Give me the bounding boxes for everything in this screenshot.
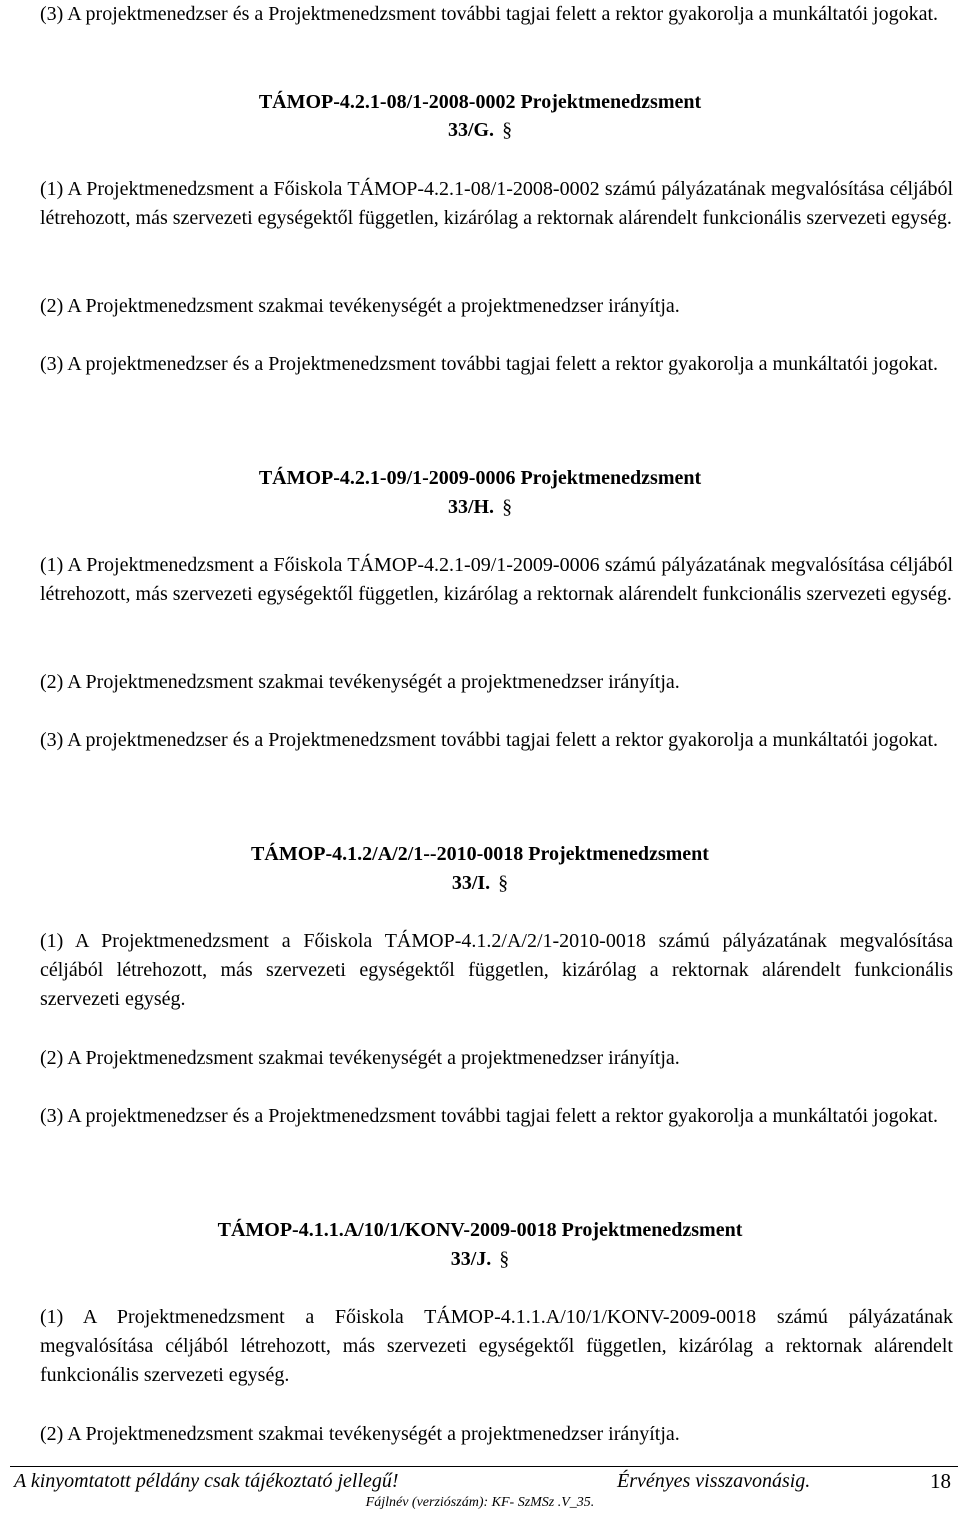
paragraph-1: (1) A Projektmenedzsment a Főiskola TÁMOP-4.1.2/A/2/1-2010-0018 számú pályázatának megvalósítása céljából létrehozott, más szervezeti egységektől független, kizárólag a rektornak alárendelt funkcionális szervezeti egység.	[40, 930, 953, 1010]
section-number: 33/H. §	[447, 496, 513, 518]
paragraph-2: (2) A Projektmenedzsment szakmai tevékenységét a projektmenedzser irányítja.	[40, 1423, 680, 1445]
paragraph-3: (3) A projektmenedzser és a Projektmenedzsment további tagjai felett a rektor gyakorolja a munkáltatói jogokat.	[40, 729, 939, 751]
footer-disclaimer: A kinyomtatott példány csak tájékoztató jellegű!	[14, 1470, 399, 1492]
section-sign-icon: §	[498, 872, 509, 894]
footer-filename: Fájlnév (verziószám): KF- SzMSz .V_35.	[365, 1495, 595, 1510]
footer-validity: Érvényes visszavonásig.	[617, 1470, 811, 1492]
paragraph-2: (2) A Projektmenedzsment szakmai tevékenységét a projektmenedzser irányítja.	[40, 1047, 680, 1069]
paragraph-3: (3) A projektmenedzser és a Projektmenedzsment további tagjai felett a rektor gyakorolja a munkáltatói jogokat.	[40, 353, 939, 375]
section-sign-icon: §	[502, 119, 513, 141]
section-heading: TÁMOP-4.2.1-09/1-2009-0006 Projektmenedzsment	[258, 467, 702, 489]
paragraph-2: (2) A Projektmenedzsment szakmai tevékenységét a projektmenedzser irányítja.	[40, 295, 680, 317]
section-number: 33/I. §	[451, 872, 509, 894]
paragraph-1: (1) A Projektmenedzsment a Főiskola TÁMOP-4.2.1-09/1-2009-0006 számú pályázatának megvalósítása céljából létrehozott, más szervezeti egységektől független, kizárólag a rektornak alárendelt funkcionális szervezeti egység.	[40, 554, 953, 605]
paragraph-3: (3) A projektmenedzser és a Projektmenedzsment további tagjai felett a rektor gyakorolja a munkáltatói jogokat.	[40, 3, 939, 25]
section-heading: TÁMOP-4.1.2/A/2/1--2010-0018 Projektmenedzsment	[251, 843, 709, 865]
paragraph-1: (1) A Projektmenedzsment a Főiskola TÁMOP-4.1.1.A/10/1/KONV-2009-0018 számú pályázatának megvalósítása céljából létrehozott, más szervezeti egységektől független, kizárólag a rektornak alárendelt funkcionális szervezeti egység.	[40, 1306, 953, 1386]
section-heading: TÁMOP-4.1.1.A/10/1/KONV-2009-0018 Projektmenedzsment	[217, 1219, 743, 1241]
section-sign-icon: §	[499, 1248, 510, 1270]
paragraph-1: (1) A Projektmenedzsment a Főiskola TÁMOP-4.2.1-08/1-2008-0002 számú pályázatának megvalósítása céljából létrehozott, más szervezeti egységektől független, kizárólag a rektornak alárendelt funkcionális szervezeti egység.	[40, 178, 953, 229]
section-sign-icon: §	[502, 496, 513, 518]
section-number: 33/G. §	[447, 119, 513, 141]
paragraph-2: (2) A Projektmenedzsment szakmai tevékenységét a projektmenedzser irányítja.	[40, 671, 680, 693]
paragraph-3: (3) A projektmenedzser és a Projektmenedzsment további tagjai felett a rektor gyakorolja a munkáltatói jogokat.	[40, 1105, 939, 1127]
page-number: 18	[930, 1469, 951, 1493]
footer-divider	[10, 1466, 958, 1467]
section-heading: TÁMOP-4.2.1-08/1-2008-0002 Projektmenedzsment	[258, 91, 702, 113]
section-number: 33/J. §	[450, 1248, 510, 1270]
